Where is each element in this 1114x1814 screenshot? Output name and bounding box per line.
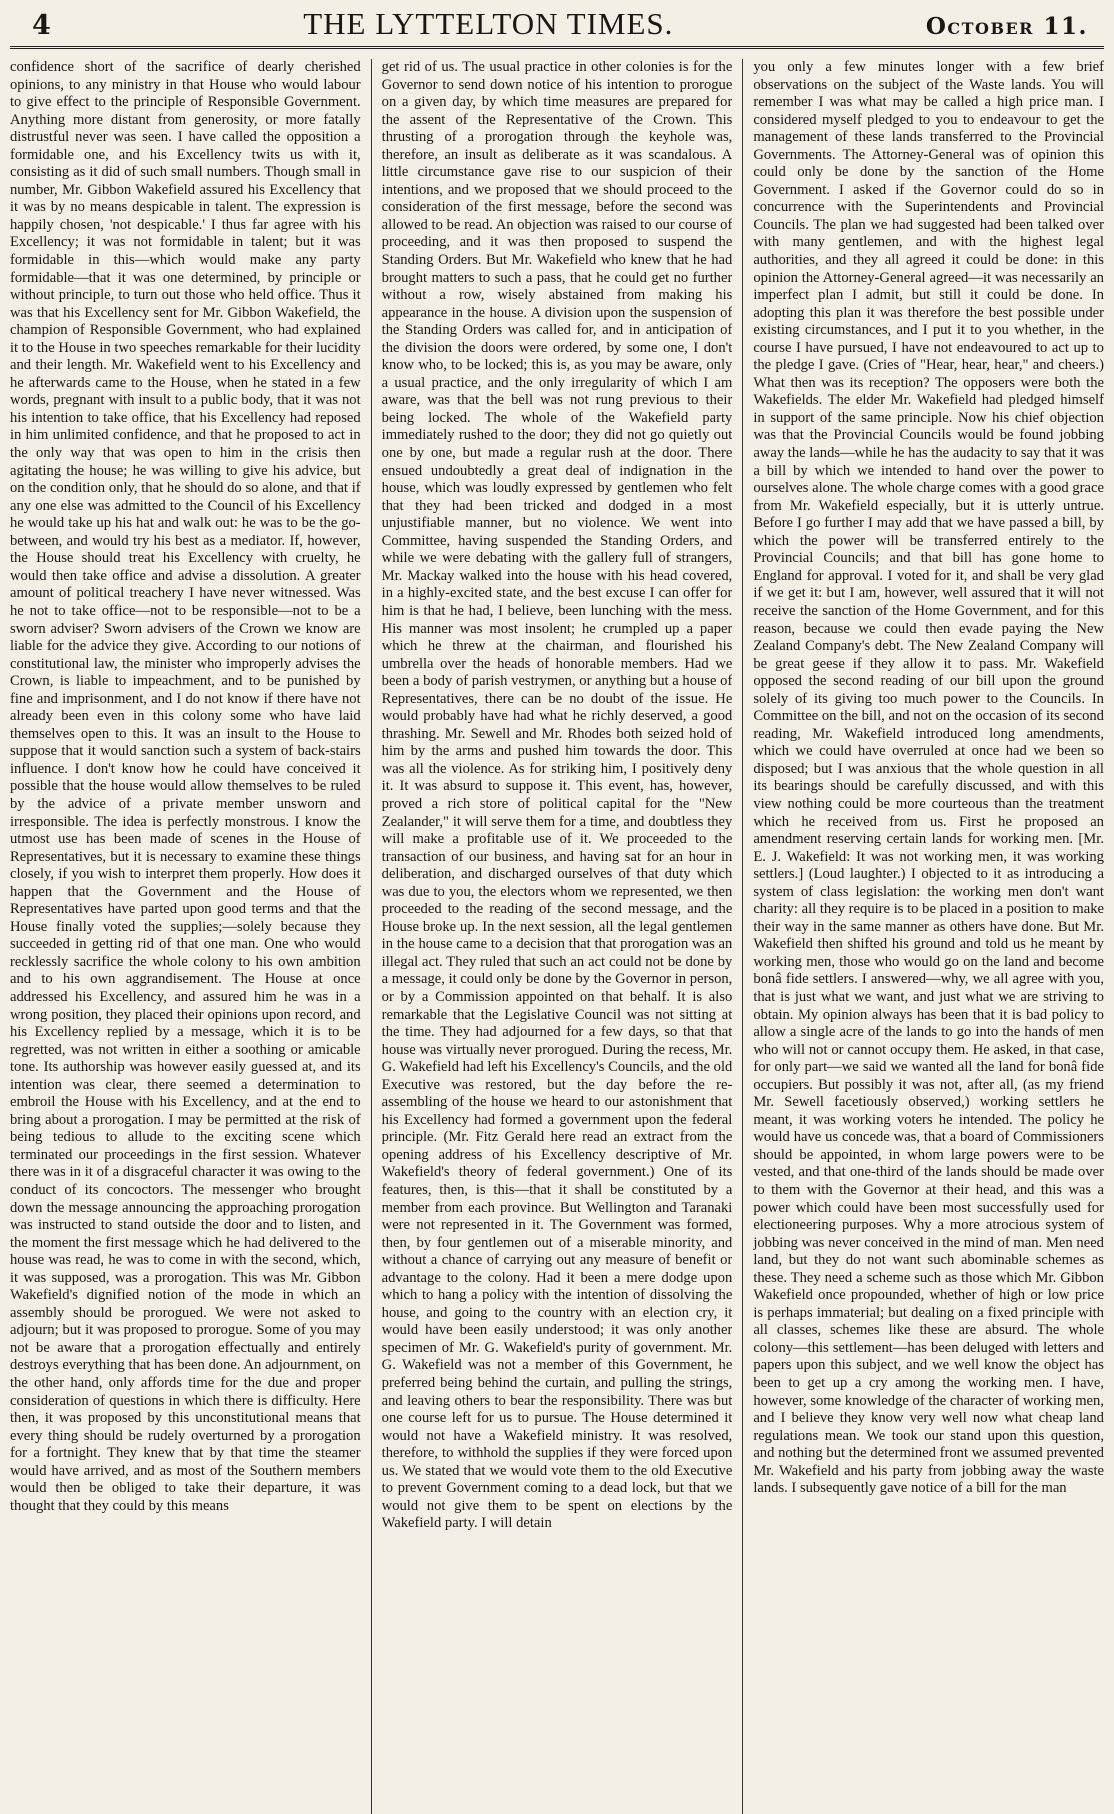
column-2 bbox=[382, 59, 733, 1814]
column-2-text: get rid of us. The usual practice in other colonies is for the Governor to send down notice of his intention to prorogue on a given day, by which time measures are prepared for the assent of the Representative of the Crown. This thrusting of a prorogation through the keyhole was, therefore, an insult as deliberate as it was scandalous. A little circumstance gave rise to our suspicion of their intentions, and we proposed that we should proceed to the consideration of the first message, before the second was allowed to be read. An objection was raised to our course of proceeding, and it was then proposed to suspend the Standing Orders. But Mr. Wakefield who knew that he had brought matters to such a pass, that he could get no further without a row, wisely abstained from making his appearance in the house. A division upon the suspension of the Standing Orders was called for, and in anticipation of the division the doors were ordered, by some one, I don't know who, to be locked; this is, as you may be aware, only a usual practice, and the only irregularity of which I am aware, was that the bell was not rung previous to their being locked. The whole of the Wakefield party immediately rushed to the door; they did not go quietly out one by one, but made a regular rush at the door. There ensued undoubtedly a great deal of indignation in the house, which was loudly expressed by gentlemen who felt that they had been tricked and dodged in a most unjustifiable manner, but no violence. We went into Committee, having suspended the Standing Orders, and while we were debating with the gallery full of strangers, Mr. Mackay walked into the house with his head covered, in a highly-excited state, and the best excuse I can offer for him is that he had, I believe, been lunching with the mess. His manner was most insolent; he crumpled up a paper which he threw at the chairman, and flourished his umbrella over the heads of honorable members. Had we been a body of parish vestrymen, or anything but a house of Representatives, there can be no doubt of the issue. He would probably have had what he richly deserved, a good thrashing. Mr. Sewell and Mr. Rhodes both seized hold of him by the arms and pushed him towards the door. This was all the violence. As for striking him, I positively deny it. It was absurd to suppose it. This event, has, however, proved a rich store of political capital for the "New Zealander," it will serve them for a time, and doubtless they will make a profitable use of it. We proceeded to the transaction of our business, and having sat for an hour in deliberation, and discharged ourselves of that duty which was due to you, the electors whom we represented, we then proceeded to the reading of the second message, and the House broke up. In the next session, all the legal gentlemen in the house came to a decision that that prorogation was an illegal act. They ruled that such an act could not be done by a message, it could only be done by the Governor in person, or by a Commission appointed on that behalf. It is also remarkable that the Legislative Council was not sitting at the time. They had adjourned for a few days, so that that house was virtually never prorogued. During the recess, Mr. G. Wakefield had left his Excellency's Councils, and the old Executive was restored, but the day before the re-assembling of the house we heard to our astonishment that his Excellency had formed a government upon the federal principle. (Mr. Fitz Gerald here read an extract from the opening address of his Excellency descriptive of Mr. Wakefield's theory of federal government.) One of its features, then, is this—that it shall be constituted by a member from each province. But Wellington and Taranaki were not represented in it. The Government was formed, then, by four gentlemen out of a miserable minority, and without a chance of carrying out any measure of benefit or advantage to the colony. Had it been a mere dodge upon which to hang a policy with the intention of dissolving the house, and going to the country with an election cry, it would have been easily understood; it was only another specimen of Mr. G. Wakefield's purity of government. Mr. G. Wakefield was not a member of this Government, he preferred being behind the curtain, and pulling the strings, and leaving others to bear the responsibility. There was but one course left for us to pursue. The House determined it would not have a Wakefield ministry. It was resolved, therefore, to withhold the supplies if they were forced upon us. We stated that we would vote them to the old Executive to prevent Government coming to a dead lock, but that we would not give them to be spent on elections by the Wakefield party. I will detain bbox=[381, 59, 733, 1532]
column-1-text: confidence short of the sacrifice of dearly cherished opinions, to any ministry in that House who would labour to give effect to the principle of Responsible Government. Anything more distant from generosity, or more fatally distrustful never was seen. I have called the opposition a formidable one, and his Excellency twits us with it, consisting as it did of such small numbers. Though small in number, Mr. Gibbon Wakefield assured his Excellency that it was by no means despicable in talent. The expression is happily chosen, 'not despicable.' I thus far agree with his Excellency; it was not formidable in talent; but it was formidable in this—which would make any party formidable—that it was one determined, by principle or without principle, to turn out those who held office. Thus it was that his Excellency sent for Mr. Gibbon Wakefield, the champion of Responsible Government, who had explained it to the House in two speeches remarkable for their lucidity and their length. Mr. Wakefield went to his Excellency and he afterwards came to the House, when he stated in a few words, pregnant with insult to a public body, that it was not his intention to take office, that his Excellency had reposed in him unlimited confidence, and that he proposed to act in the only way that was open to him in the crisis then agitating the house; he was willing to give his advice, but on the condition only, that he should do so alone, and that if any one else was admitted to the Council of his Excellency he would take up his hat and walk out: he was to be the go-between, and would try his best as a mediator. If, however, the House should treat his Excellency with cruelty, he would then take office and advise a dissolution. A greater amount of political treachery I have never witnessed. Was he not to take office—not to be responsible—not to be a sworn adviser? Sworn advisers of the Crown we know are liable for the advice they give. According to our notions of constitutional law, the minister who improperly advises the Crown, is liable to impeachment, and to be punished by fine and imprisonment, and I do not know if there have not already been even in this colony some who have laid themselves open to this. It was an insult to the House to suppose that it would sanction such a system of back-stairs influence. I don't know how he could have conceived it possible that the house would allow themselves to be ruled by the advice of a private member unsworn and irresponsible. The idea is perfectly monstrous. I know the utmost use has been made of scenes in the House of Representatives, but it is necessary to examine these things closely, if you wish to interpret them properly. How does it happen that the Government and the House of Representatives have parted upon good terms and that the House finally voted the supplies;—solely because they succeeded in getting rid of that one man. One who would recklessly sacrifice the whole colony to his own ambition and to his own aggrandisement. The House at once addressed his Excellency, and assured him he was in a wrong position, they placed their opinions upon record, and his Excellency replied by a message, which it is to be regretted, was not written in either a soothing or amicable tone. Its authorship was however easily guessed at, and its intention was clear, there seemed a determination to embroil the House with his Excellency, and at the end to bring about a prorogation. I may be permitted at the risk of being tedious to allude to the exciting scene which terminated our proceedings in the first session. Whatever there was in it of a disgraceful character it was owing to the conduct of its concoctors. The messenger who brought down the message announcing the approaching prorogation was instructed to stand outside the door and to listen, and the moment the first message which he had delivered to the house was read, he was to come in with the second, which, it was supposed, was a prorogation. This was Mr. Gibbon Wakefield's dignified notion of the mode in which an assembly should be prorogued. We were not asked to adjourn; but it was proposed to prorogue. Some of you may not be aware that a prorogation effectually and entirely destroys everything that has been done. An adjournment, on the other hand, only affords time for the due and proper consideration of questions in which there is difficulty. Here then, it was proposed by this unconstitutional means that every thing should be rudely overturned by a prorogation for a fortnight. They knew that by that time the steamer would have arrived, and as most of the Southern members would then be obliged to take their departure, it was thought that they could by this means bbox=[10, 59, 361, 1514]
issue-date: October 11. bbox=[925, 13, 1088, 40]
column-divider bbox=[742, 59, 743, 1814]
newspaper-title: THE LYTTELTON TIMES. bbox=[303, 6, 674, 41]
page-number: 4 bbox=[32, 10, 51, 41]
column-3-text: you only a few minutes longer with a few brief observations on the subject of the Waste lands. You will remember I was what may be called a high price man. I considered myself pledged to you to endeavour to get the management of these lands transferred to the Provincial Governments. The Attorney-General was of opinion this could only be done by the sanction of the Home Government. I asked if the Governor could do so in concurrence with the Superintendents and Provincial Councils. The plan we had suggested had been talked over with many gentlemen, and with the highest legal authorities, and they all agreed it could be done: in this opinion the Attorney-General agreed—it was necessarily an imperfect plan I admit, but still it could be done. In adopting this plan it was therefore the best possible under existing circumstances, and I put it to you whether, in the course I have pursued, I have not endeavoured to act up to the pledge I gave. (Cries of "Hear, hear, hear," and cheers.) What then was its reception? The opposers were both the Wakefields. The elder Mr. Wakefield had pledged himself in support of the same principle. Now his chief objection was that the Provincial Councils would be found jobbing away the lands—while he has the audacity to say that it was a bill by which we intended to hand over the power to ourselves alone. The whole charge comes with a good grace from Mr. Wakefield especially, but it is utterly untrue. Before I go further I may add that we have passed a bill, by which the power will be transferred entirely to the Provincial Councils; and that bill has gone home to England for approval. I voted for it, and shall be very glad if we get it: but I am, however, well assured that it will not receive the sanction of the Home Government, and for this reason, because we could then evade paying the New Zealand Company's debt. The New Zealand Company will be great geese if they allow it to pass. Mr. Wakefield opposed the second reading of our bill upon the ground solely of its giving too much power to the Councils. In Committee on the bill, and not on the occasion of its second reading, Mr. Wakefield introduced long amendments, which we could have overruled at once had we been so disposed; but I was anxious that the whole question in all its bearings should be carefully discussed, and with this view nothing could be more courteous than the treatment which he received from us. First he proposed an amendment reserving certain lands for working men. [Mr. E. J. Wakefield: It was not working men, it was working settlers.] (Loud laughter.) I objected to it as introducing a system of class legislation: the working men don't want charity: all they require is to be placed in a position to make their way in the same manner as others have done. But Mr. Wakefield then shifted his ground and told us he meant by working men, those who would go on the land and become bonâ fide settlers. I answered—why, we all agree with you, that is just what we want, and just what we are striving to obtain. My opinion always has been that it is bad policy to allow a single acre of the lands to go into the hands of men who will not or cannot occupy them. He asked, in that case, for only part—we said we wanted all the land for bonâ fide occupiers. But possibly it was not, after all, (as my friend Mr. Sewell facetiously observed,) working settlers he meant, it was working voters he intended. The policy he would have us concede was, that a board of Commissioners should be appointed, in whom large powers were to be vested, and that one-third of the lands should be made over to them with the Governor at their head, and this was a power which could have been most successfully used for electioneering purposes. Why a more atrocious system of jobbing was never conceived in the mind of man. Men need land, but they do not want such abominable schemes as these. They need a scheme such as those which Mr. Gibbon Wakefield once propounded, whether of high or low price is perhaps immaterial; but dealing on a fixed principle with all classes, schemes like these are absurd. The whole colony—this settlement—has been deluged with letters and papers upon this subject, and we well know the object has been to get up a cry among the working men. I have, however, some knowledge of the character of working men, and I believe they know very well now what cheap land regulations mean. We took our stand upon this question, and nothing but the determined front we assumed prevented Mr. Wakefield and his party from jobbing away the waste lands. I subsequently gave notice of a bill for the man bbox=[753, 59, 1104, 1497]
masthead bbox=[10, 6, 1104, 49]
column-1 bbox=[10, 59, 361, 1814]
article-columns bbox=[10, 49, 1104, 1814]
column-3 bbox=[753, 59, 1104, 1814]
column-divider bbox=[371, 59, 372, 1814]
